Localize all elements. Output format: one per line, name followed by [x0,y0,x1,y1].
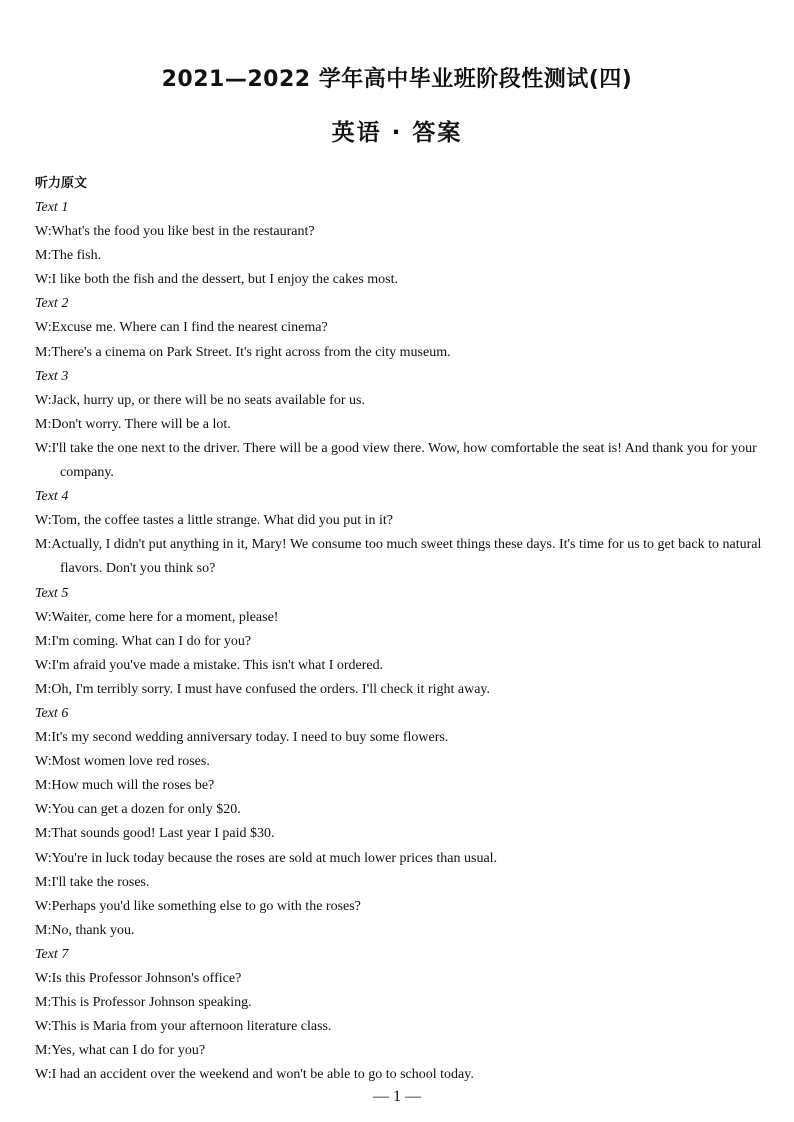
speaker-label: W [35,754,48,770]
dialogue-line [35,437,763,485]
dialogue-text: I'll take the roses. [51,874,150,890]
speaker-label: M [35,922,48,938]
dialogue-text: This is Maria from your afternoon literature class. [51,1019,332,1035]
speaker-separator: : [47,513,52,529]
speaker-separator: : [47,1019,52,1035]
dialogue-text: I like both the fish and the dessert, but I enjoy the cakes most. [51,272,399,288]
speaker-label: M [35,874,48,890]
dialogue-line [35,678,763,702]
speaker-separator: : [47,826,52,842]
speaker-separator: : [47,850,52,866]
dialogue-text: Most women love red roses. [51,754,210,770]
speaker-separator: : [47,874,52,890]
speaker-separator: : [47,224,52,240]
dialogue-line [35,244,763,268]
speaker-separator: : [47,898,52,914]
speaker-label: M [35,778,48,794]
dialogue-text: Is this Professor Johnson's office? [51,971,242,986]
dialogue-text: It's my second wedding anniversary today. I need to buy some flowers. [51,730,449,746]
text-label: Text 5 [35,585,69,601]
speaker-separator: : [47,537,52,553]
speaker-label: W [35,392,48,408]
text-label: Text 7 [35,946,69,962]
text-label: Text 4 [35,489,69,505]
speaker-separator: : [47,754,52,770]
speaker-separator: : [47,392,52,408]
dialogue-line [35,871,763,895]
dialogue-line [35,726,763,750]
speaker-separator: : [47,657,52,673]
speaker-separator: : [47,344,52,360]
dialogue-line [35,654,763,678]
text-label: Text 6 [35,705,69,721]
speaker-separator: : [47,440,52,456]
speaker-label: W [35,850,48,866]
speaker-label: W [35,1019,48,1035]
speaker-separator: : [47,248,52,264]
dialogue-line [35,1039,763,1063]
dialogue-text: What's the food you like best in the restaurant? [51,224,315,240]
dialogue-text: I'm afraid you've made a mistake. This isn't what I ordered. [51,657,384,673]
dialogue-text: The fish. [51,248,102,264]
speaker-separator: : [47,778,52,794]
speaker-label: W [35,1067,48,1083]
speaker-separator: : [47,320,52,336]
dialogue-text: I'm coming. What can I do for you? [51,633,252,649]
dialogue-text: Tom, the coffee tastes a little strange. What did you put in it? [51,513,394,529]
speaker-label: W [35,971,48,986]
dialogue-text: I had an accident over the weekend and won't be able to go to school today. [51,1067,474,1083]
text-label: Text 2 [35,296,69,312]
speaker-separator: : [47,272,52,288]
dialogue-text: You can get a dozen for only $20. [51,802,241,818]
speaker-label: W [35,320,48,336]
speaker-separator: : [47,681,52,697]
speaker-separator: : [47,922,52,938]
dialogue-line [35,919,763,943]
dialogue-line [35,268,763,292]
dialogue-text: Jack, hurry up, or there will be no seats available for us. [51,392,365,408]
speaker-label: M [35,344,48,360]
speaker-label: W [35,609,48,625]
dialogue-text: That sounds good! Last year I paid $30. [51,826,275,842]
speaker-separator: : [47,633,52,649]
dialogue-text: Oh, I'm terribly sorry. I must have confused the orders. I'll check it right away. [51,681,490,697]
dialogue-line [35,774,763,798]
speaker-label: M [35,633,48,649]
speaker-label: W [35,898,48,914]
dialogue-text: Waiter, come here for a moment, please! [51,609,279,625]
speaker-label: M [35,416,48,432]
dialogue-line [35,798,763,822]
dialogue-line [35,750,763,774]
speaker-label: M [35,730,48,746]
dialogue-line [35,822,763,846]
dialogue-text: Perhaps you'd like something else to go with the roses? [51,898,361,914]
dialogue-line [35,341,763,365]
text-label: Text 3 [35,368,69,384]
speaker-label: M [35,826,48,842]
text-label: Text 1 [35,200,69,215]
speaker-separator: : [47,995,52,1011]
document-subtitle: 英语 · 答案 [331,120,463,146]
dialogue-text: You're in luck today because the roses are sold at much lower prices than usual. [51,850,498,866]
transcript-body [35,172,763,1087]
dialogue-line [35,509,763,533]
speaker-label: M [35,248,48,264]
dialogue-line [35,895,763,919]
speaker-label: M [35,681,48,697]
dialogue-line [35,1015,763,1039]
speaker-separator: : [47,1067,52,1083]
dialogue-text: No, thank you. [51,922,135,938]
dialogue-line [35,1063,763,1087]
speaker-label: M [35,1043,48,1059]
dialogue-text: Yes, what can I do for you? [51,1043,206,1059]
dialogue-text: Don't worry. There will be a lot. [51,416,231,432]
speaker-label: W [35,657,48,673]
dialogue-line [35,533,763,581]
dialogue-line [35,413,763,437]
speaker-label: W [35,224,48,240]
speaker-label: W [35,513,48,529]
speaker-label: W [35,802,48,818]
dialogue-text: Excuse me. Where can I find the nearest cinema? [51,320,328,336]
dialogue-line [35,606,763,630]
dialogue-text: How much will the roses be? [51,778,215,794]
speaker-label: M [35,537,48,553]
speaker-label: W [35,272,48,288]
dialogue-line [35,630,763,654]
dialogue-text: Actually, I didn't put anything in it, Mary! We consume too much sweet things these days. It's time for us to get back to natural flavors. Don't you think so? [51,537,762,577]
speaker-separator: : [47,416,52,432]
speaker-separator: : [47,971,52,986]
speaker-label: M [35,995,48,1011]
document-title: 2021—2022 学年高中毕业班阶段性测试(四) [161,67,633,92]
dialogue-text: I'll take the one next to the driver. There will be a good view there. Wow, how comfortable the seat is! And thank you for your company. [51,440,757,481]
section-heading: 听力原文 [35,176,88,191]
dialogue-line [35,389,763,413]
page-number: — 1 — [373,1088,421,1105]
dialogue-line [35,991,763,1015]
dialogue-line [35,967,763,991]
dialogue-text: There's a cinema on Park Street. It's right across from the city museum. [51,344,451,360]
dialogue-line [35,316,763,340]
dialogue-text: This is Professor Johnson speaking. [51,995,252,1011]
dialogue-line [35,847,763,871]
speaker-separator: : [47,802,52,818]
speaker-separator: : [47,730,52,746]
speaker-separator: : [47,609,52,625]
speaker-label: W [35,440,48,456]
speaker-separator: : [47,1043,52,1059]
dialogue-line [35,220,763,244]
